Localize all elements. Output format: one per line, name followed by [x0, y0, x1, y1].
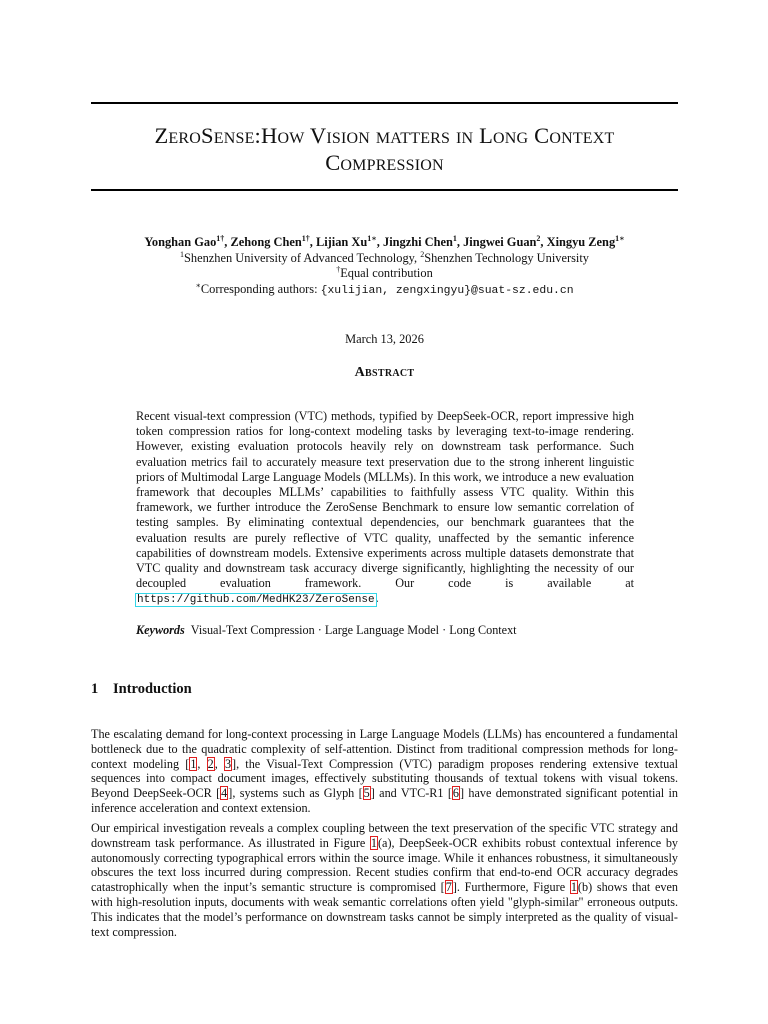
author-block: [91, 235, 678, 299]
citation-link[interactable]: 2: [207, 756, 214, 771]
figure-ref-link[interactable]: 1: [370, 835, 377, 850]
author-name: Lijian Xu: [315, 235, 368, 249]
figure-ref-link[interactable]: 1: [570, 880, 577, 895]
para-text: ] and VTC-R1 [: [370, 786, 452, 801]
intro-paragraph-2: [91, 821, 678, 939]
abstract-heading: Abstract: [354, 365, 415, 380]
intro-paragraph-1: [91, 727, 678, 816]
author-names: Yonghan Gao$^{1\dagger}$, Zehong Chen$^{1\dagger}$, Lijian $Xu^{1∗}$, Jingzhi Chen$^1$, Jingwei Guan$^2$, Xingyu Zeng$^{1∗}$: [144, 233, 625, 249]
title-line-1: ZeroSense:How Vision matters in Long Context: [154, 123, 615, 148]
title-rule-top: [91, 102, 678, 104]
section-title: Introduction: [113, 681, 192, 697]
author-name: Zehong Chen: [230, 235, 302, 249]
author-sup: 1†: [301, 233, 310, 243]
abstract-body: [136, 409, 634, 609]
corr-emails: {xulijian, zengxingyu}@suat-sz.edu.cn: [320, 284, 574, 297]
para-text: Our empirical investigation reveals a complex coupling between the text preservation of the specific VTC strategy and downstream task performance. As illustrated in Figure: [91, 821, 678, 850]
citation-link[interactable]: 3: [224, 756, 232, 771]
corresponding-authors: [91, 282, 678, 300]
author-name: Xingyu Zeng: [546, 235, 616, 249]
citation-link[interactable]: 4: [221, 786, 228, 801]
affiliation-1: Shenzhen University of Advanced Technology,: [184, 250, 421, 265]
affiliation-2: Shenzhen Technology University: [424, 250, 589, 265]
citation-link[interactable]: 6: [452, 786, 460, 801]
paper-date: March 13, 2026: [345, 332, 424, 346]
section-number: 1: [91, 681, 99, 697]
section-heading-introduction: [91, 681, 678, 698]
keywords-label: Keywords: [136, 623, 185, 637]
para-text: ,: [214, 756, 224, 771]
keywords-line: [136, 623, 676, 638]
title-rule-bottom: [91, 189, 678, 191]
title-line-2: Compression: [325, 150, 444, 175]
paper-title: [91, 122, 678, 176]
author-name: Jingzhi Chen: [383, 235, 453, 249]
author-sup: 2: [536, 233, 541, 243]
author-sup: 1∗: [615, 233, 625, 243]
para-text: (a), DeepSeek-OCR exhibits robust contextual inference by autonomously correcting typographical errors within the source image. While it enhances robustness, it simultaneously obscures the text loss incurred during compression. Recent studies confirm that end-to-end OCR accuracy degrades catastrophically when the input’s semantic structure is compromised [: [91, 835, 679, 895]
para-text: ]. Furthermore, Figure: [452, 880, 570, 895]
para-text: ] have demonstrated significant potential in inference acceleration and context extension.: [91, 786, 678, 815]
abstract-end: .: [375, 591, 379, 606]
para-text: The escalating demand for long-context processing in Large Language Models (LLMs) has encountered a fundamental bottleneck due to the quadratic complexity of self-attention. Distinct from traditional compression methods for long-context modeling [: [91, 727, 678, 771]
para-text: ], the Visual-Text Compression (VTC) paradigm proposes rendering extensive textual sequences into compact document images, effectively substituting thousands of textual tokens with visual tokens. Beyond DeepSeek-OCR [: [91, 756, 679, 801]
author-name: Jingwei Guan: [463, 235, 537, 249]
citation-link[interactable]: 5: [363, 786, 370, 801]
citation-link[interactable]: 1: [190, 756, 197, 771]
para-text: ,: [197, 756, 207, 771]
abstract-text: Recent visual-text compression (VTC) methods, typified by DeepSeek-OCR, report impressive high token compression ratios for long-context modeling tasks by leveraging text-to-image rendering. However, existing evaluation protocols heavily rely on downstream task performance. Such evaluation metrics fail to accurately measure text preservation due to the strong inherent linguistic priors of Multimodal Large Language Models (MLLMs). In this work, we introduce a new evaluation framework that decouples MLLMs’ capabilities to faithfully assess VTC quality. Within this framework, we further introduce the ZeroSense Benchmark to ensure low semantic correlation of testing samples. By eliminating contextual dependencies, our benchmark guarantees that the evaluation results are purely reflective of VTC quality, unaffected by the semantic inference capabilities of downstream models. Extensive experiments across multiple datasets demonstrate that VTC quality and downstream task accuracy diverge significantly, highlighting the necessity of our decoupled evaluation framework. Our code is available at: [136, 409, 634, 591]
equal-contribution-note: [91, 266, 678, 282]
equal-sup: †: [336, 264, 341, 274]
keywords-text: Visual-Text Compression · Large Language Model · Long Context: [190, 623, 517, 637]
para-text: ], systems such as Glyph [: [228, 786, 363, 801]
equal-contribution-text: Equal contribution: [340, 266, 433, 280]
affil-sup: 1: [180, 249, 184, 259]
author-name: Yonghan Gao: [144, 235, 217, 249]
corr-prefix: Corresponding authors:: [200, 281, 321, 296]
code-link[interactable]: https://github.com/MedHK23/ZeroSense: [137, 594, 375, 607]
citation-link[interactable]: 7: [445, 880, 452, 895]
author-sup: 1†: [216, 233, 225, 243]
para-text: (b) shows that even with high-resolution inputs, documents with weak semantic correlations often yield "glyph-similar" erroneous outputs. This indicates that the model’s performance on downstream tasks cannot be simply interpreted as the quality of visual-text compression.: [91, 880, 678, 939]
corr-sup: ∗: [195, 280, 201, 290]
affiliations: [91, 251, 678, 267]
author-sup: 1: [452, 233, 457, 243]
author-sup: 1∗: [367, 233, 377, 243]
affil-sup: 2: [420, 249, 425, 259]
